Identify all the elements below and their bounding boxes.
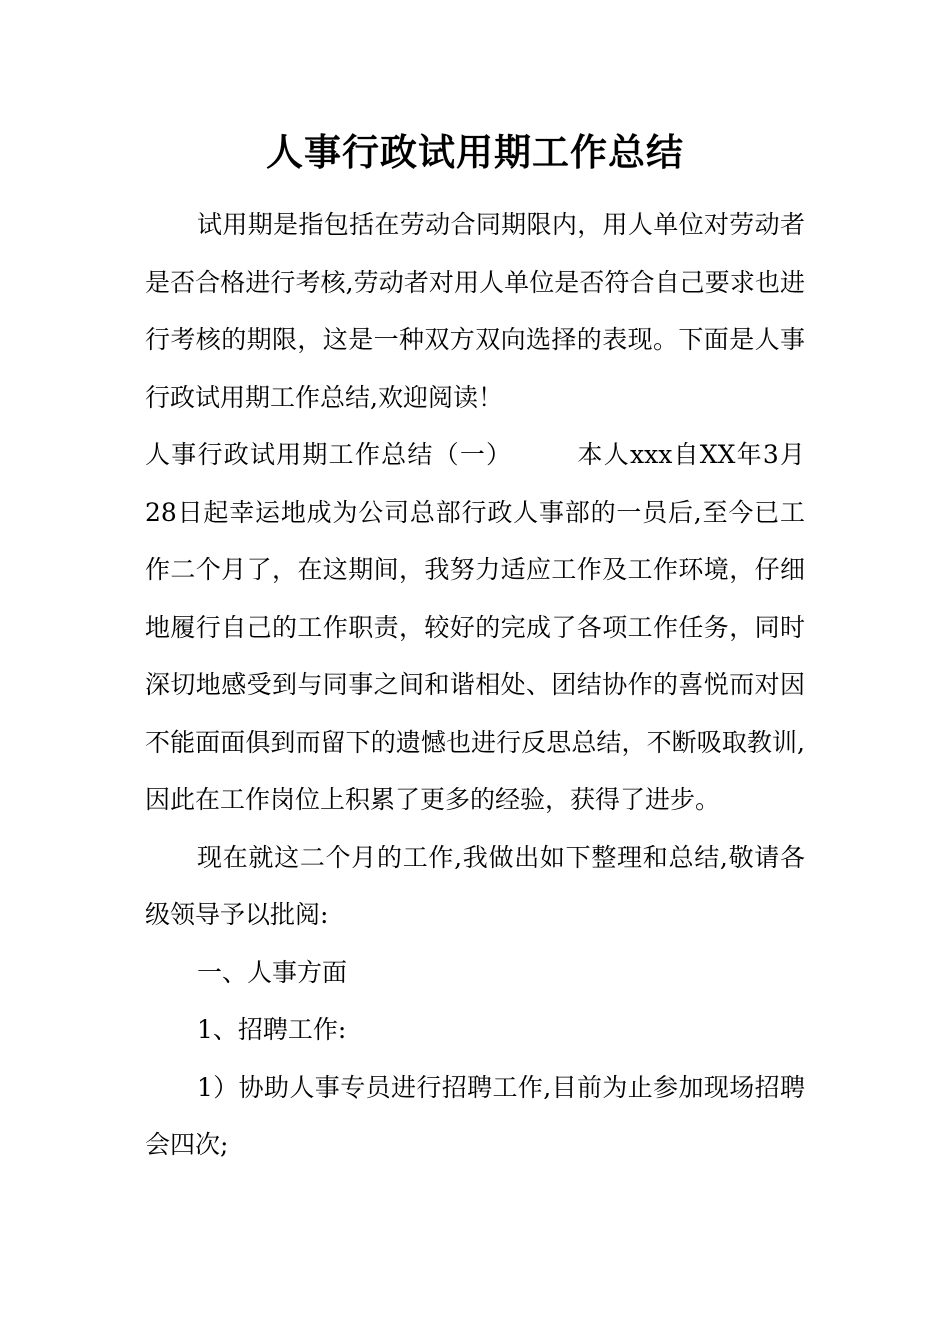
summary-paragraph: 现在就这二个月的工作,我做出如下整理和总结,敬请各级领导予以批阅: xyxy=(145,842,805,929)
section-paragraph xyxy=(145,426,805,829)
document-body xyxy=(145,196,805,1174)
heading-personnel: 一、人事方面 xyxy=(197,957,348,987)
section-heading: 人事行政试用期工作总结（一） xyxy=(145,440,513,469)
document-title: 人事行政试用期工作总结 xyxy=(266,131,684,174)
recruitment-item-1: 1）协助人事专员进行招聘工作,目前为止参加现场招聘会四次; xyxy=(145,1072,805,1159)
section-body: 本人xxx自XX年3月28日起幸运地成为公司总部行政人事部的一员后,至今已工作二个月了，在这期间，我努力适应工作及工作环境，仔细地履行自己的工作职责，较好的完成了各项工作任务，同时深切地感受到与同事之间和谐相处、团结协作的喜悦而对因不能面面俱到而留下的遗憾也进行反思总结，不断吸取教训,因此在工作岗位上积累了更多的经验，获得了进步。 xyxy=(145,440,805,814)
heading-recruitment: 1、招聘工作: xyxy=(197,1015,347,1044)
intro-paragraph: 试用期是指包括在劳动合同期限内，用人单位对劳动者是否合格进行考核,劳动者对用人单位是否符合自己要求也进行考核的期限，这是一种双方双向选择的表现。下面是人事行政试用期工作总结,欢迎阅读！ xyxy=(145,210,805,412)
